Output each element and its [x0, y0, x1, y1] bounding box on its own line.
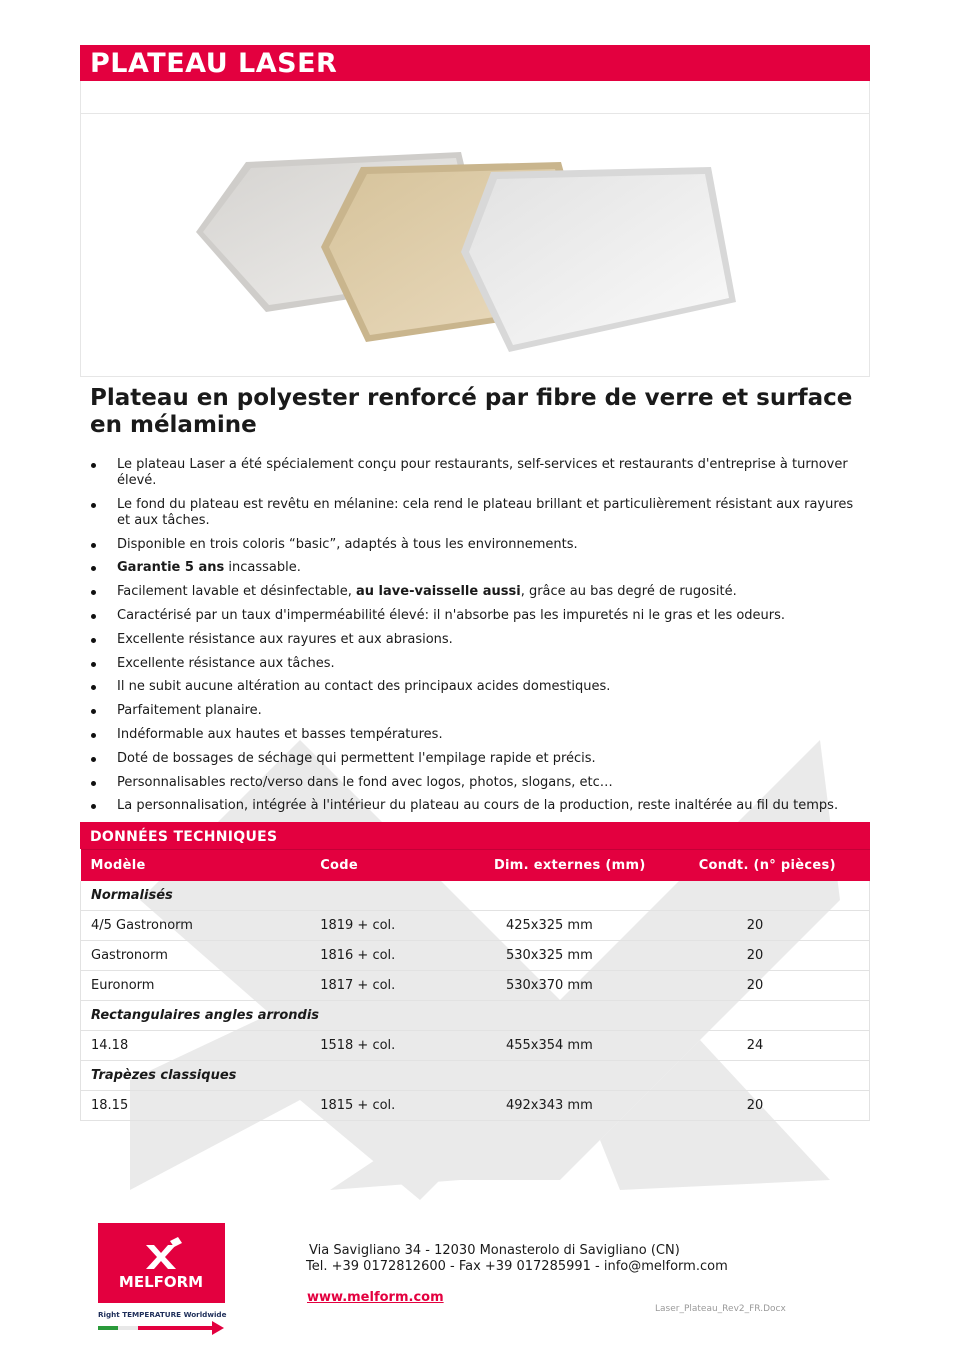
- feature-item: Disponible en trois coloris “basic”, adaptés à tous les environnements.: [90, 537, 858, 553]
- table-row: 18.15 1815 + col. 492x343 mm 20: [81, 1091, 870, 1121]
- tech-table: [80, 849, 870, 1121]
- group-row: Normalisés: [81, 881, 870, 911]
- feature-item: Parfaitement planaire.: [90, 703, 858, 719]
- tray-white: [461, 167, 736, 352]
- contact-line: Tel. +39 0172812600 - Fax +39 017285991 - info@melform.com: [306, 1259, 728, 1274]
- tech-section-title: DONNÉES TECHNIQUES: [80, 822, 870, 849]
- website-link[interactable]: www.melform.com: [307, 1290, 444, 1305]
- column-header: Modèle: [81, 850, 311, 882]
- column-header: Code: [310, 850, 492, 882]
- page-title: PLATEAU LASER: [80, 45, 870, 81]
- document-page: [80, 45, 870, 1121]
- feature-item: Indéformable aux hautes et basses températures.: [90, 727, 858, 743]
- feature-item: Excellente résistance aux tâches.: [90, 656, 858, 672]
- feature-item: La personnalisation, intégrée à l'intérieur du plateau au cours de la production, reste inaltérée au fil du temps.: [90, 798, 858, 814]
- table-row: 4/5 Gastronorm 1819 + col. 425x325 mm 20: [81, 911, 870, 941]
- feature-item: Facilement lavable et désinfectable, au lave-vaisselle aussi, grâce au bas degré de rugosité.: [90, 584, 858, 600]
- address-line: Via Savigliano 34 - 12030 Monasterolo di Savigliano (CN): [309, 1243, 680, 1258]
- footer-address: [306, 1243, 728, 1275]
- feature-item: Caractérisé par un taux d'imperméabilité élevé: il n'absorbe pas les impuretés ni le gras et les odeurs.: [90, 608, 858, 624]
- feature-item: Garantie 5 ans incassable.: [90, 560, 858, 576]
- feature-item: Personnalisables recto/verso dans le fond avec logos, photos, slogans, etc…: [90, 775, 858, 791]
- group-row: Trapèzes classiques: [81, 1061, 870, 1091]
- svg-text:Right TEMPERATURE Worldwide: Right TEMPERATURE Worldwide: [98, 1310, 227, 1319]
- trays-illustration: [191, 152, 751, 372]
- blank-row: [80, 81, 870, 114]
- svg-text:MELFORM: MELFORM: [118, 1273, 204, 1291]
- column-header: Dim. externes (mm): [492, 850, 689, 882]
- table-row: Gastronorm 1816 + col. 530x325 mm 20: [81, 941, 870, 971]
- melform-logo: [98, 1223, 228, 1338]
- table-row: 14.18 1518 + col. 455x354 mm 24: [81, 1031, 870, 1061]
- feature-item: Il ne subit aucune altération au contact des principaux acides domestiques.: [90, 679, 858, 695]
- product-image: [80, 114, 870, 377]
- feature-item: Doté de bossages de séchage qui permettent l'empilage rapide et précis.: [90, 751, 858, 767]
- column-header: Condt. (n° pièces): [689, 850, 870, 882]
- feature-list: [80, 457, 870, 814]
- feature-item: Le plateau Laser a été spécialement conçu pour restaurants, self-services et restaurants d'entreprise à turnover élevé.: [90, 457, 858, 489]
- document-filename: Laser_Plateau_Rev2_FR.Docx: [655, 1304, 786, 1314]
- table-row: Euronorm 1817 + col. 530x370 mm 20: [81, 971, 870, 1001]
- product-heading: Plateau en polyester renforcé par fibre de verre et surface en mélamine: [90, 385, 853, 438]
- feature-item: Excellente résistance aux rayures et aux abrasions.: [90, 632, 858, 648]
- feature-item: Le fond du plateau est revêtu en mélanine: cela rend le plateau brillant et particulièrement résistant aux rayures et aux tâches.: [90, 497, 858, 529]
- group-row: Rectangulaires angles arrondis: [81, 1001, 870, 1031]
